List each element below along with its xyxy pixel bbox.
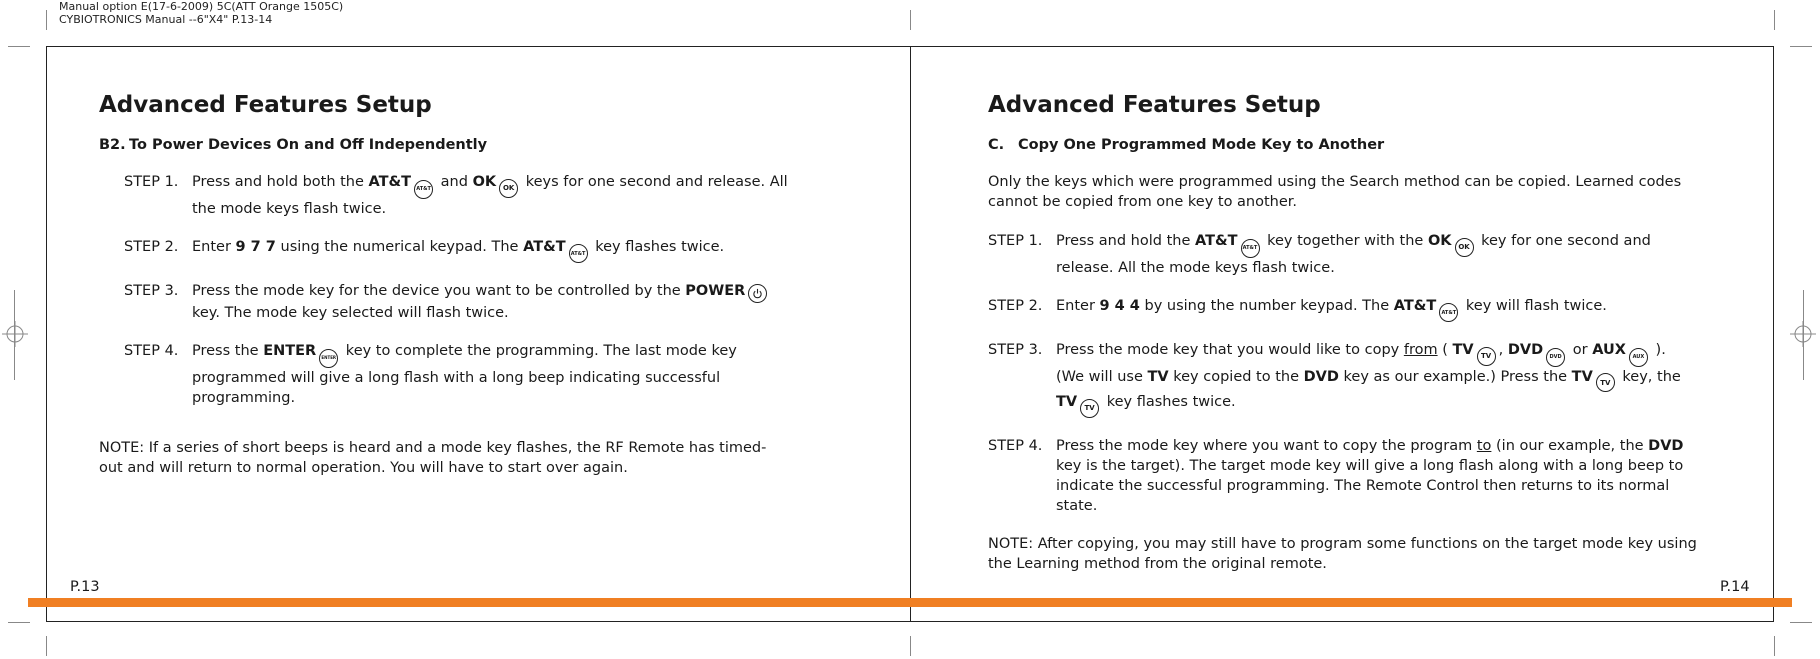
right-page [988,88,1698,574]
step-2: STEP 2. Enter 9 7 7 using the numerical keypad. The AT&T AT&T key flashes twice. [99,237,789,264]
note: NOTE: If a series of short beeps is heard and a mode key flashes, the RF Remote has timed-out and will return to normal operation. You will have to start over again. [99,439,767,476]
page-divider [910,46,911,622]
crop-mark [8,622,30,623]
step-1: STEP 1. Press and hold both the AT&T AT&T and OK OK keys for one second and release. All the mode keys flash twice. [124,174,788,217]
accent-bar [28,598,1792,607]
crop-mark [1790,46,1812,47]
power-key-icon [748,284,767,303]
tv-key-icon: TV [1596,373,1615,392]
ok-key-icon: OK [1455,238,1474,257]
crop-mark [14,290,15,380]
ok-key-icon: OK [499,179,518,198]
registration-mark-icon [2,321,28,347]
crop-mark [1790,622,1812,623]
step-3: STEP 3. Press the mode key for the device you want to be controlled by the POWER key. The mode key selected will flash twice. [99,281,789,323]
slug-line-2: CYBIOTRONICS Manual --6"X4" P.13-14 [59,13,273,26]
att-key-icon: AT&T [569,244,588,263]
tv-key-icon: TV [1477,347,1496,366]
page-number: P.14 [1720,579,1750,595]
left-page [99,88,789,478]
step-3: STEP 3. Press the mode key that you would like to copy from ( TV TV , DVD DVD or AUX AUX ). (We will use TV key copied to the DVD key as our example.) Press the TV TV key, the TV TV key flashes twice. [988,340,1698,418]
step-4: STEP 4. Press the mode key where you want to copy the program to (in our example, the DVD key is the target). The target mode key will give a long flash along with a long beep to indicate the successful programming. The Remote Control then returns to its normal state. [988,437,1684,514]
step-4: STEP 4. Press the ENTER ENTER key to complete the programming. The last mode key programmed will give a long flash with a long beep indicating successful programming. [124,343,737,406]
att-key-icon: AT&T [1241,239,1260,258]
step-2: STEP 2. Enter 9 4 4 by using the number keypad. The AT&T AT&T key will flash twice. [988,296,1698,323]
page-number: P.13 [70,579,100,595]
aux-key-icon: AUX [1629,348,1648,367]
section-heading: B2. To Power Devices On and Off Independently [99,137,488,153]
dvd-key-icon: DVD [1546,348,1565,367]
crop-mark [46,10,47,30]
note: NOTE: After copying, you may still have to program some functions on the target mode key using the Learning method from the original remote. [988,535,1697,572]
tv-key-icon: TV [1080,399,1099,418]
crop-mark [8,46,30,47]
slug-line-1: Manual option E(17-6-2009) 5C(ATT Orange 1505C) [59,0,344,13]
crop-mark [1774,10,1775,30]
att-key-icon: AT&T [414,180,433,199]
step-1: STEP 1. Press and hold the AT&T AT&T key together with the OK OK key for one second and release. All the mode keys flash twice. [988,233,1651,276]
att-key-icon: AT&T [1439,303,1458,322]
section-heading: C. Copy One Programmed Mode Key to Another [988,137,1385,153]
page-title: Advanced Features Setup [988,92,1321,118]
crop-mark [910,10,911,30]
crop-mark [1774,636,1775,656]
intro-paragraph: Only the keys which were programmed using the Search method can be copied. Learned codes cannot be copied from one key to another. [988,174,1682,210]
page-title: Advanced Features Setup [99,92,432,118]
crop-mark [910,636,911,656]
enter-key-icon: ENTER [319,349,338,368]
crop-mark [46,636,47,656]
crop-mark [1803,290,1804,380]
